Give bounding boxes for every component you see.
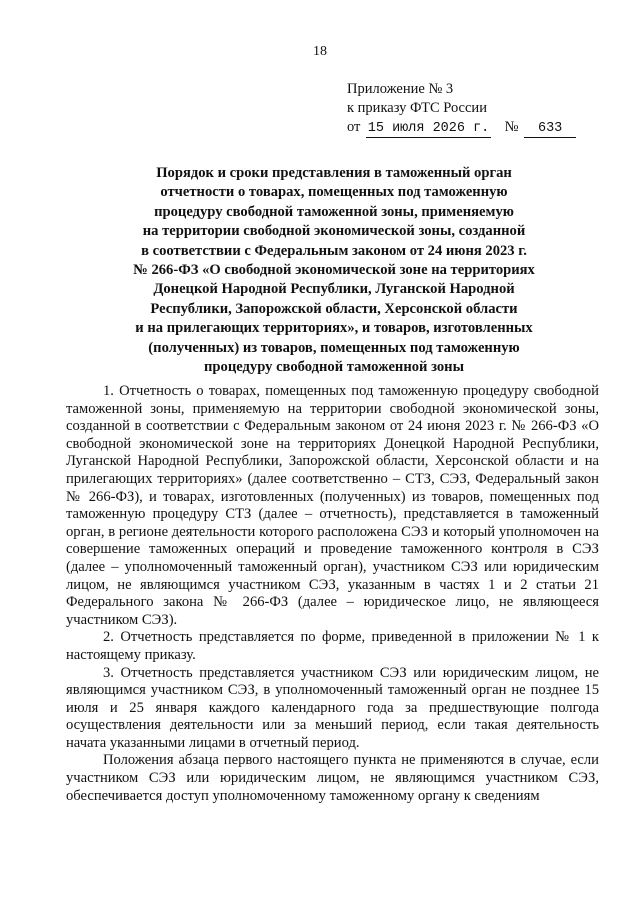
- title-line: процедуру свободной таможенной зоны, применяемую: [154, 203, 514, 220]
- title-line: процедуру свободной таможенной зоны: [204, 359, 464, 376]
- title-line: № 266-ФЗ «О свободной экономической зоне на территориях: [133, 262, 535, 279]
- title-line: в соответствии с Федеральным законом от 24 июня 2023 г.: [141, 242, 527, 259]
- document-title: [70, 164, 598, 377]
- order-number: 633: [524, 121, 576, 138]
- title-line: Порядок и сроки представления в таможенный орган: [156, 165, 512, 181]
- title-line: и на прилегающих территориях», и товаров, изготовленных: [135, 320, 533, 337]
- appendix-title: Приложение № 3: [347, 81, 454, 97]
- title-line: отчетности о товарах, помещенных под таможенную: [160, 184, 508, 201]
- appendix-block: [347, 80, 576, 138]
- paragraph-3: 3. Отчетность представляется участником СЭЗ или юридическим лицом, не являющимся участником СЭЗ, в уполномоченный таможенный орган не позднее 15 июля и 25 января каждого календарного года за предшествующие полгода осуществления деятельности или за меньший период, если такая деятельность начата указанными лицами в отчетный период.: [66, 664, 599, 751]
- paragraph-2: 2. Отчетность представляется по форме, приведенной в приложении № 1 к настоящему приказу.: [66, 629, 599, 663]
- paragraph-4: Положения абзаца первого настоящего пункта не применяются в случае, если участником СЭЗ или юридическим лицом, не являющимся участником СЭЗ, обеспечивается доступ уполномоченному таможенному органу к сведениям: [66, 752, 599, 804]
- title-line: (полученных) из товаров, помещенных под таможенную: [148, 339, 520, 356]
- title-line: Республики, Запорожской области, Херсонской области: [150, 300, 518, 317]
- paragraph-1: 1. Отчетность о товарах, помещенных под таможенную процедуру свободной таможенной зоны, применяемую на территории свободной экономической зоны, созданной в соответствии с Федеральным законом от 24 июня 2023 г. № 266-ФЗ «О свободной экономической зоне на территориях Донецкой Народной Республики, Луганской Народной Республики, Запорожской области, Херсонской области и на прилегающих территориях» (далее соответственно – СТЗ, СЭЗ, Федеральный закон № 266-ФЗ), и товарах, изготовленных (полученных) из товаров, помещенных под таможенную процедуру СТЗ (далее – отчетность), представляется в таможенный орган, в регионе деятельности которого расположена СЭЗ и который уполномочен на совершение таможенных операций и проведение таможенного контроля в СЭЗ (далее – уполномоченный таможенный орган), участником СЭЗ или юридическим лицом, не являющимся участником СЭЗ, указанным в частях 1 и 2 статьи 21 Федерального закона № 266-ФЗ (далее – юридическое лицо, не являющееся участником СЭЗ).: [66, 383, 599, 628]
- date-prefix: от: [347, 119, 361, 135]
- page-number: 18: [313, 44, 327, 59]
- appendix-date-row: [347, 118, 576, 138]
- order-date: 15 июля 2026 г.: [367, 121, 490, 136]
- appendix-order-reference: к приказу ФТС России: [347, 100, 487, 116]
- document-body: [66, 383, 599, 805]
- order-number-label: №: [504, 119, 519, 135]
- title-line: Донецкой Народной Республики, Луганской Народной: [153, 281, 515, 298]
- title-line: на территории свободной экономической зоны, созданной: [142, 223, 526, 240]
